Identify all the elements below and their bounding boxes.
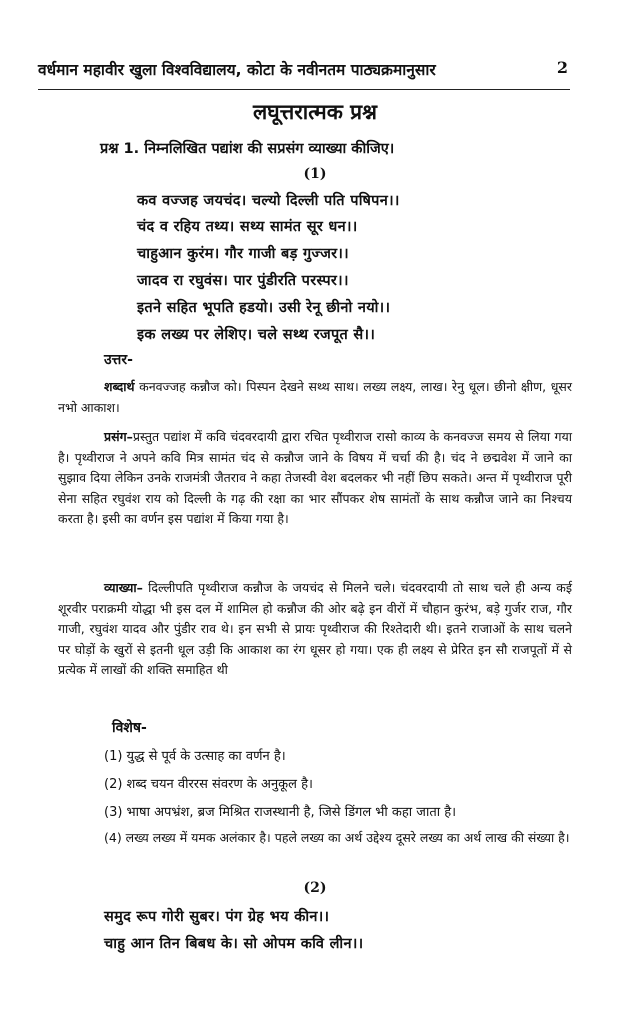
header-title: वर्धमान महावीर खुला विश्वविद्यालय, कोटा के नवीनतम पाठ्यक्रमानुसार	[38, 61, 436, 79]
vyakhya-label: व्याख्या–	[104, 580, 143, 595]
section-title: लघूत्तरात्मक प्रश्न	[253, 100, 377, 124]
passage-number-2: (2)	[303, 880, 327, 896]
verse-line: समुद रूप गोरी सुबर। पंग ग्रेह भय कीन।।	[104, 909, 330, 925]
verse-line: चंद व रहिय तथ्य। सथ्य सामंत सूर धन।।	[137, 219, 358, 235]
vishesh-point-4: (4) लख्य लख्य में यमक अलंकार है। पहले लख्य का अर्थ उद्देश्य दूसरे लख्य का अर्थ लाख की संख्या है।	[104, 830, 570, 845]
verse-line: जादव रा रघुवंस। पार पुंडीरति परस्पर।।	[137, 273, 349, 289]
verse-line: इतने सहित भूपति हडयो। उसी रेनू छीनो नयो।।	[137, 300, 391, 316]
verse-line: चाहुआन कुरंम। गौर गाजी बड़ गुज्जर।।	[137, 246, 349, 262]
passage-number-1: (1)	[303, 166, 327, 182]
shabdarth-text: कनवज्जह कन्नौज को। पिस्पन देखने सथ्थ साथ। लख्य लक्ष्य, लाख। रेनु धूल। छीनो क्षीण, धूसर नभो आकाश।	[58, 379, 572, 415]
prasang-label: प्रसंग–	[104, 429, 133, 444]
answer-label: उत्तर-	[104, 352, 133, 368]
verse-line: इक लख्य पर लेशिए। चले सथ्थ रजपूत सै।।	[137, 327, 376, 343]
shabdarth-paragraph	[58, 377, 572, 418]
vyakhya-text: दिल्लीपति पृथ्वीराज कन्नौज के जयचंद से मिलने चले। चंदवरदायी तो साथ चले ही अन्य कई शूरवीर पराक्रमी योद्धा भी इस दल में शामिल हो कन्नौज की ओर बढ़े इन वीरों में चौहान कुरंभ, बड़े गुर्जर राज, गौर गाजी, रघुवंश यादव और पुंडीर राव थे। इन सभी से प्रायः पृथ्वीराज की रिश्तेदारी थी। इतने राजाओं के साथ चलने पर घोड़ों के खुरों से इतनी धूल उड़ी कि आकाश का रंग धूसर हो गया। एक ही लक्ष्य से प्रेरित इन सौ राजपूतों में से प्रत्येक में लाखों की शक्ति समाहित थी	[58, 580, 572, 678]
page-number: 2	[556, 58, 568, 77]
prasang-text: प्रस्तुत पद्यांश में कवि चंदवरदायी द्वारा रचित पृथ्वीराज रासो काव्य के कनवज्ज समय से लिया गया है। पृथ्वीराज ने अपने कवि मित्र सामंत चंद से कन्नौज जाने के विषय में चर्चा की है। चंद ने छद्मवेश में जाने का सुझाव दिया लेकिन उनके राजमंत्री जैतराव ने कहा तेजस्वी वेश बदलकर भी नहीं छिप सकते। अन्त में पृथ्वीराज पूरी सेना सहित रघुवंश राय को दिल्ली के गढ़ की रक्षा का भार सौंपकर शेष सामंतों के साथ कन्नौज जाने का निश्चय करता है। इसी का वर्णन इस पद्यांश में किया गया है।	[58, 429, 572, 527]
shabdarth-label: शब्दार्थ	[104, 379, 135, 394]
vishesh-label: विशेष-	[112, 720, 147, 736]
verse-line: कव वज्जह जयचंद। चल्यो दिल्ली पति पषिपन।।	[137, 193, 400, 209]
vishesh-point: (2) शब्द चयन वीररस संवरण के अनुकूल है।	[104, 777, 313, 792]
vishesh-point: (1) युद्ध से पूर्व के उत्साह का वर्णन है।	[104, 749, 286, 764]
question-text: प्रश्न 1. निम्नलिखित पद्यांश की सप्रसंग व्याख्या कीजिए।	[100, 141, 395, 157]
vishesh-point: (3) भाषा अपभ्रंश, ब्रज मिश्रित राजस्थानी है, जिसे डिंगल भी कहा जाता है।	[104, 805, 457, 820]
verse-line: चाहु आन तिन बिबध के। सो ओपम कवि लीन।।	[104, 936, 364, 952]
header-rule	[38, 89, 570, 90]
prasang-paragraph	[58, 427, 572, 530]
vyakhya-paragraph	[58, 578, 572, 681]
running-header	[38, 58, 568, 80]
